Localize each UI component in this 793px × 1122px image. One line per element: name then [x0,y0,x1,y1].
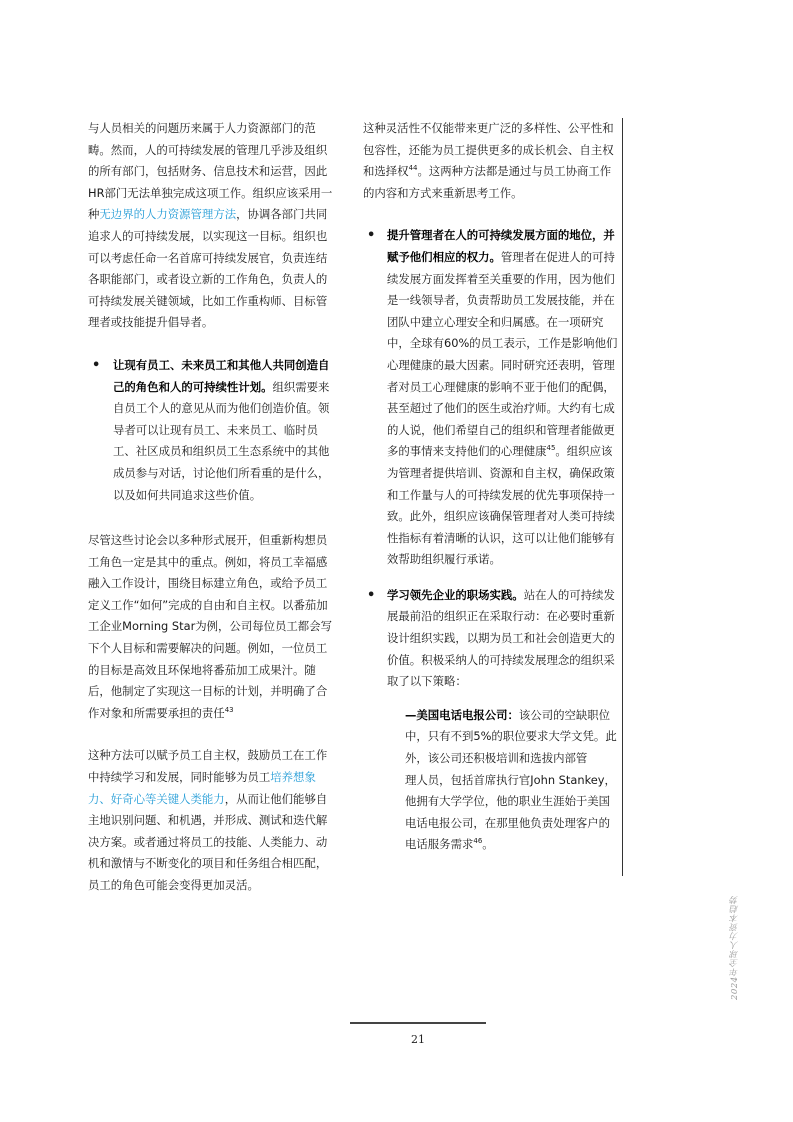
footnote-ref[interactable]: 45 [546,444,556,453]
page-number: 21 [411,1033,425,1046]
bullet-heading: 学习领先企业的职场实践。 [387,587,524,602]
footnote-ref[interactable]: 43 [224,706,234,715]
paragraph: 这种灵活性不仅能带来更广泛的多样性、公平性和包容性，还能为员工提供更多的成长机会、自主权和选择权$^{44}$。这两种方法都是通过与员工协商工作的内容和方式来重新思考工作。 [363,121,614,200]
bullet-heading: 提升管理者在人的可持续发展方面的地位，并赋予他们相应的权力。 [387,228,615,264]
bullet-icon: • [367,587,376,603]
footer-rule [350,1022,486,1024]
side-running-title: 2024年全球人力资本趋势 [730,895,740,1000]
bullet-heading: 让现有员工、未来员工和其他人共同创造自己的角色和人的可持续性计划。 [113,357,330,394]
paragraph: 这种方法可以赋予员工自主权，鼓励员工在工作中持续学习和发展，同时能够为员工培养想象力、好奇心等关键人类能力，从而让他们能够自主地识别问题、和机遇，并形成、测试和迭代解决方案。或者通过将员工的技能、人类能力、动机和激情与不断变化的项目和任务组合相匹配，员工的角色可能会变得更加灵活。 [88,748,328,892]
sub-heading: —美国电话电报公司： [405,707,519,722]
bullet-item: • 学习领先企业的职场实践。站在人的可持续发展最前沿的组织正在采取行动：在必要时重新设计组织实践，以期为员工和社会创造更大的价值。积极采纳人的可持续发展理念的组织采取了以下策略： —美国电话电报公司：该公司的空缺职位中，只有不到5%的职位要求大学文凭。此外，该公司还积极培训和选拔内部管 理人员，包括首席执行官John Stankey，他拥有大学学位，他的职业生涯始于美国电话电报公司，在那里他负责处理客户的电话服务需求$^{46}$。 [363,585,621,856]
bullet-item: • 提升管理者在人的可持续发展方面的地位，并赋予他们相应的权力。管理者在促进人的可持续发展方面发挥着至关重要的作用，因为他们是一线领导者，负责帮助员工发展技能，并在团队中建立心理安全和归属感。在一项研究中，全球有60%的员工表示，工作是影响他们心理健康的最大因素。同时研究还表明，管理者对员工心理健康的影响不亚于他们的配偶，甚至超过了他们的医生或治疗师。大约有七成的人说，他们希望自己的组织和管理者能做更多的事情来支持他们的心理健康$^{45}$。组织应该为管理者提供培训、资源和自主权，确保政策和工作量与人的可持续发展的优先事项保持一致。此外，组织应该确保管理者对人类可持续性指标有着清晰的认识，这可以让他们能够有效帮助组织履行承诺。 [363,225,621,571]
link-human-capabilities[interactable]: 培养想象力、好奇心等关键人类能力 [88,770,316,806]
column-divider-right [622,118,623,876]
left-column [88,118,336,918]
bullet-item: • 让现有员工、未来员工和其他人共同创造自己的角色和人的可持续性计划。组织需要来自员工个人的意见从而为他们创造价值。领导者可以让现有员工、未来员工、临时员工、社区成员和组织员工生态系统中的其他成员参与对话，讨论他们所看重的是什么，以及如何共同追求这些价值。 [88,355,336,506]
bullet-icon: • [92,357,101,373]
sub-item: —美国电话电报公司：该公司的空缺职位中，只有不到5%的职位要求大学文凭。此外，该公司还积极培训和选拔内部管 理人员，包括首席执行官John Stankey，他拥有大学学位，他的职业生涯始于美国电话电报公司，在那里他负责处理客户的电话服务需求$^{46}$。 [405,707,617,852]
link-boundaryless-hr[interactable]: 无边界的人力资源管理方法 [99,207,237,222]
right-column [363,118,621,870]
paragraph: 尽管这些讨论会以多种形式展开，但重新构想员工角色一定是其中的重点。例如，将员工幸福感融入工作设计，围绕目标建立角色，或给予员工定义工作“如何”完成的自由和自主权。以番茄加工企业Morning Star为例，公司每位员工都会写下个人目标和需要解决的问题。例如，一位员工的目标是高效且环保地将番茄加工成果汁。随后，他制定了实现这一目标的计划，并明确了合作对象和所需要承担的责任$^{43}$ [88,533,332,720]
footnote-ref[interactable]: 46 [473,837,483,846]
footnote-ref[interactable]: 44 [408,164,418,173]
paragraph: 与人员相关的问题历来属于人力资源部门的范畴。然而，人的可持续发展的管理几乎涉及组织的所有部门，包括财务、信息技术和运营，因此HR部门无法单独完成这项工作。组织应该采用一种无边界的人力资源管理方法，协调各部门共同追求人的可持续发展，以实现这一目标。组织也可以考虑任命一名首席可持续发展官，负责连结各职能部门，或者设立新的工作角色，负责人的可持续发展关键领域，比如工作重构师、目标管理者或技能提升倡导者。 [88,121,333,330]
bullet-icon: • [367,228,376,244]
